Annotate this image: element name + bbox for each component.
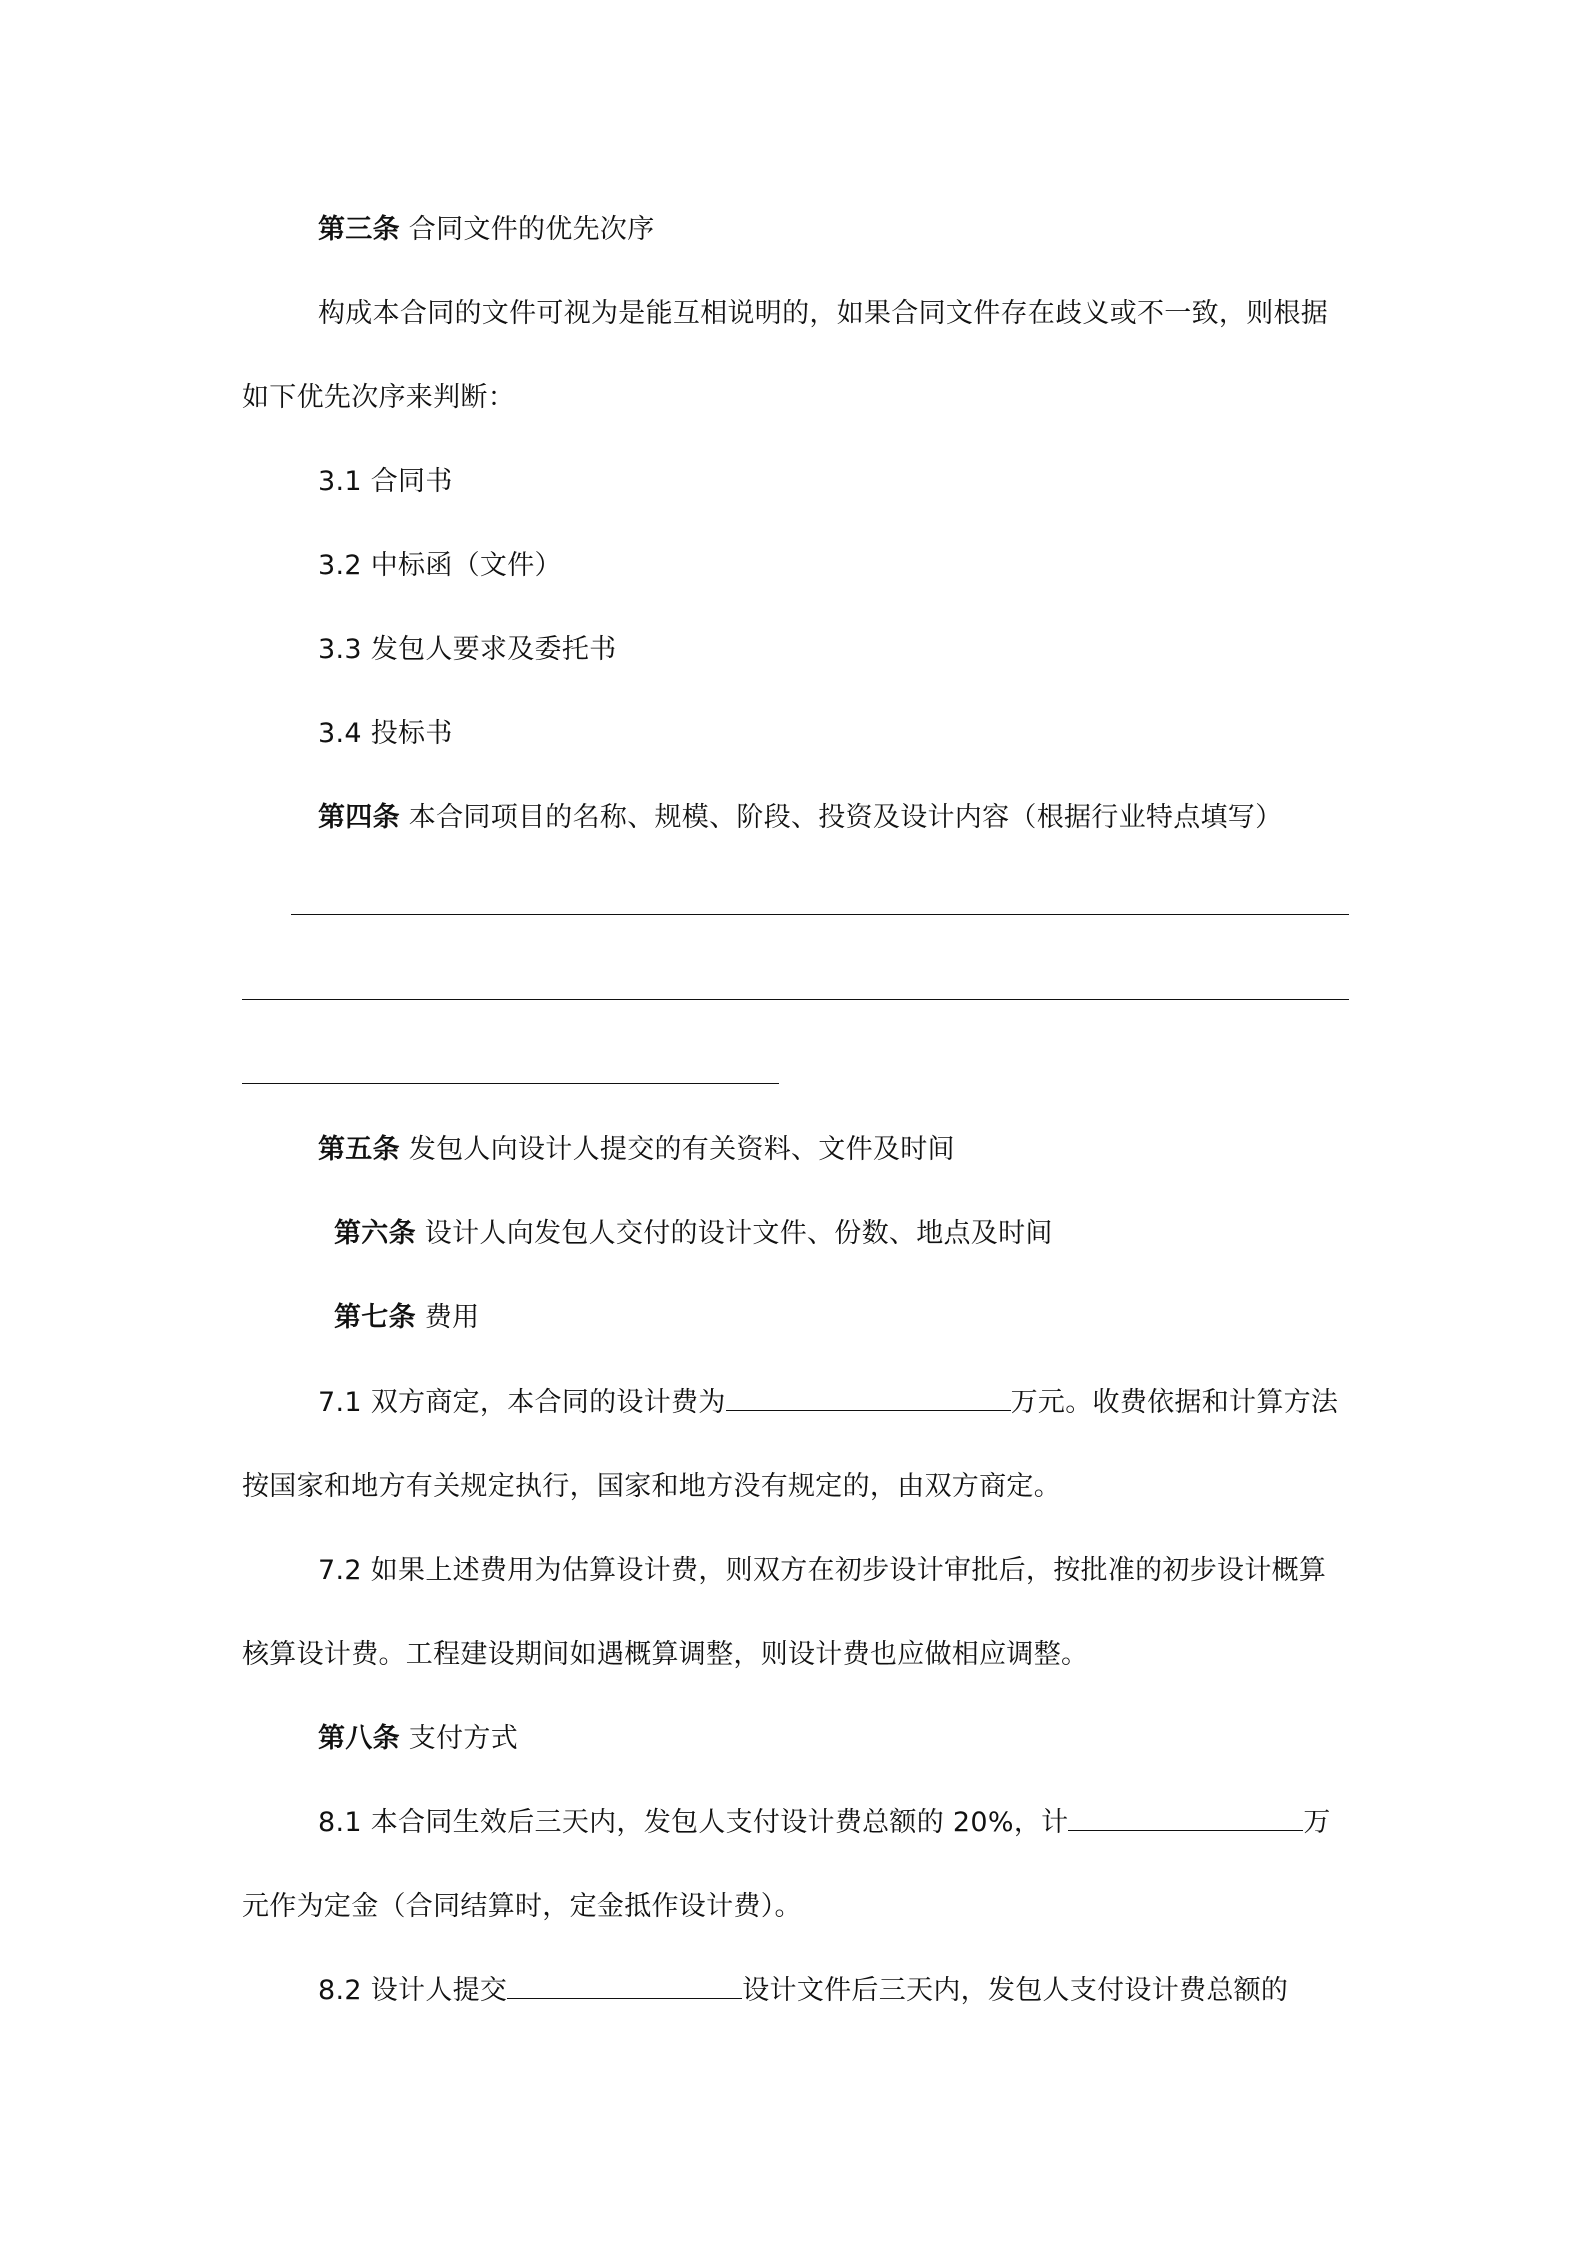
- article-4-heading: [318, 801, 1282, 835]
- article-number: 第五条: [318, 1134, 400, 1165]
- clause-7-1-text-cont: 万元。收费依据和计算方法: [1010, 1387, 1339, 1418]
- paragraph-line: 按国家和地方有关规定执行，国家和地方没有规定的，由双方商定。: [242, 1471, 1061, 1502]
- paragraph-line: [318, 1974, 1288, 2008]
- article-number: 第八条: [318, 1723, 400, 1754]
- blank-fill-line: [242, 1083, 779, 1084]
- article-title: 支付方式: [408, 1723, 518, 1754]
- article-8-heading: [318, 1722, 518, 1756]
- paragraph-line: 核算设计费。工程建设期间如遇概算调整，则设计费也应做相应调整。: [242, 1639, 1089, 1670]
- article-7-heading: [334, 1301, 479, 1335]
- blank-fill-line: [242, 999, 1349, 1000]
- paragraph-line: 元作为定金（合同结算时，定金抵作设计费）。: [242, 1891, 802, 1922]
- paragraph-line: 如下优先次序来判断：: [242, 382, 515, 413]
- article-5-heading: [318, 1133, 955, 1167]
- list-item: 3.2 中标函（文件）: [318, 550, 562, 581]
- fee-amount-blank: [726, 1386, 1011, 1411]
- article-number: 第三条: [318, 214, 400, 245]
- clause-8-2-text: 8.2 设计人提交: [318, 1975, 508, 2006]
- clause-7-1-text: 7.1 双方商定，本合同的设计费为: [318, 1387, 726, 1418]
- paragraph-line: [318, 1806, 1331, 1840]
- article-title: 设计人向发包人交付的设计文件、份数、地点及时间: [424, 1218, 1053, 1249]
- article-6-heading: [334, 1217, 1053, 1251]
- blank-fill-line: [291, 914, 1349, 915]
- article-number: 第七条: [334, 1302, 416, 1333]
- article-3-heading: [318, 213, 655, 247]
- paragraph-line: [318, 1386, 1338, 1420]
- clause-8-2-text-cont: 设计文件后三天内，发包人支付设计费总额的: [742, 1975, 1289, 2006]
- list-item: 3.3 发包人要求及委托书: [318, 634, 617, 665]
- list-item: 3.4 投标书: [318, 718, 453, 749]
- clause-8-1-text-cont: 万: [1303, 1807, 1331, 1838]
- paragraph-line: 构成本合同的文件可视为是能互相说明的，如果合同文件存在歧义或不一致，则根据: [318, 298, 1329, 329]
- article-title: 合同文件的优先次序: [408, 214, 655, 245]
- article-number: 第六条: [334, 1218, 416, 1249]
- paragraph-line: 7.2 如果上述费用为估算设计费，则双方在初步设计审批后，按批准的初步设计概算: [318, 1555, 1327, 1586]
- article-title: 发包人向设计人提交的有关资料、文件及时间: [408, 1134, 955, 1165]
- deposit-amount-blank: [1068, 1806, 1303, 1831]
- list-item: 3.1 合同书: [318, 466, 453, 497]
- article-number: 第四条: [318, 802, 400, 833]
- article-title: 本合同项目的名称、规模、阶段、投资及设计内容（根据行业特点填写）: [408, 802, 1283, 833]
- clause-8-1-text: 8.1 本合同生效后三天内，发包人支付设计费总额的 20%，计: [318, 1807, 1069, 1838]
- design-file-blank: [507, 1974, 742, 1999]
- article-title: 费用: [424, 1302, 480, 1333]
